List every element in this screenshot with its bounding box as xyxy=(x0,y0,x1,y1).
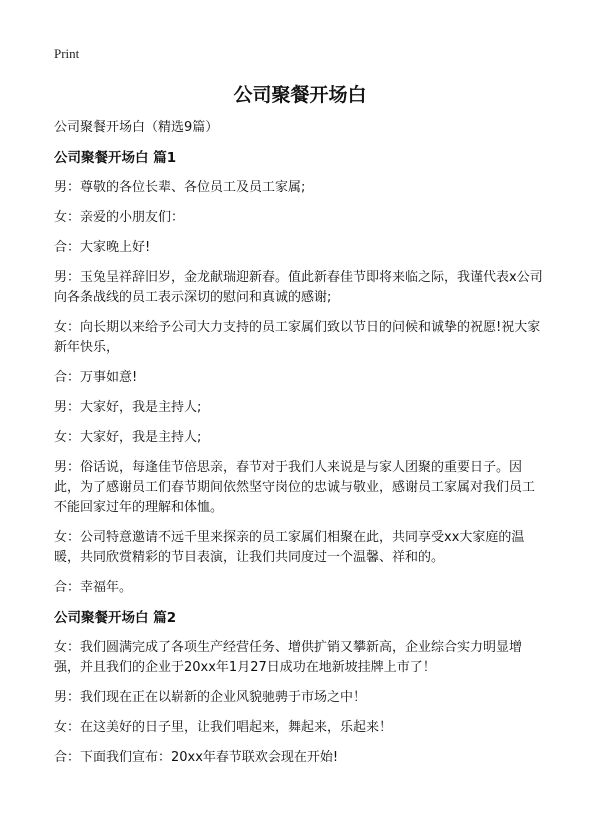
dialogue-line: 合：大家晚上好! xyxy=(54,240,151,255)
section-heading: 公司聚餐开场白 篇2 xyxy=(54,610,177,626)
dialogue-line: 女：大家好，我是主持人; xyxy=(54,430,202,445)
dialogue-line: 男：俗话说，每逢佳节倍思亲，春节对于我们人来说是与家人团聚的重要日子。因此，为了感谢员工们春节期间依然坚守岗位的忠诚与敬业，感谢员工家属对我们员工不能回家过年的理解和体恤。 xyxy=(54,460,536,515)
document-body xyxy=(54,118,546,778)
dialogue-line: 女：我们圆满完成了各项生产经营任务、增供扩销又攀新高，企业综合实力明显增强，并且我们的企业于20xx年1月27日成功在地新坡挂牌上市了！ xyxy=(54,640,523,675)
dialogue-line: 女：亲爱的小朋友们： xyxy=(54,210,185,225)
document-subtitle: 公司聚餐开场白（精选9篇） xyxy=(54,120,219,135)
dialogue-line: 男：玉兔呈祥辞旧岁，金龙献瑞迎新春。值此新春佳节即将来临之际，我谨代表x公司向各条战线的员工表示深切的慰问和真诚的感谢; xyxy=(54,270,543,305)
dialogue-line: 男：我们现在正在以崭新的企业风貌驰骋于市场之中！ xyxy=(54,690,367,705)
dialogue-line: 合：幸福年。 xyxy=(54,580,133,595)
dialogue-line: 女：公司特意邀请不远千里来探亲的员工家属们相聚在此，共同享受xx大家庭的温暖，共同欣赏精彩的节目表演，让我们共同度过一个温馨、祥和的。 xyxy=(54,530,525,565)
dialogue-line: 合：下面我们宣布：20xx年春节联欢会现在开始! xyxy=(54,750,339,765)
print-link[interactable]: Print xyxy=(54,46,80,61)
dialogue-line: 女：向长期以来给予公司大力支持的员工家属们致以节日的问候和诚挚的祝愿!祝大家新年快乐， xyxy=(54,320,541,355)
section-heading: 公司聚餐开场白 篇1 xyxy=(54,150,177,166)
document-title: 公司聚餐开场白 xyxy=(233,84,367,106)
section-1 xyxy=(54,148,546,598)
dialogue-line: 男：大家好，我是主持人; xyxy=(54,400,202,415)
section-2 xyxy=(54,608,546,768)
dialogue-line: 女：在这美好的日子里，让我们唱起来，舞起来，乐起来！ xyxy=(54,720,393,735)
dialogue-line: 男：尊敬的各位长辈、各位员工及员工家属; xyxy=(54,180,306,195)
dialogue-line: 合：万事如意! xyxy=(54,370,138,385)
